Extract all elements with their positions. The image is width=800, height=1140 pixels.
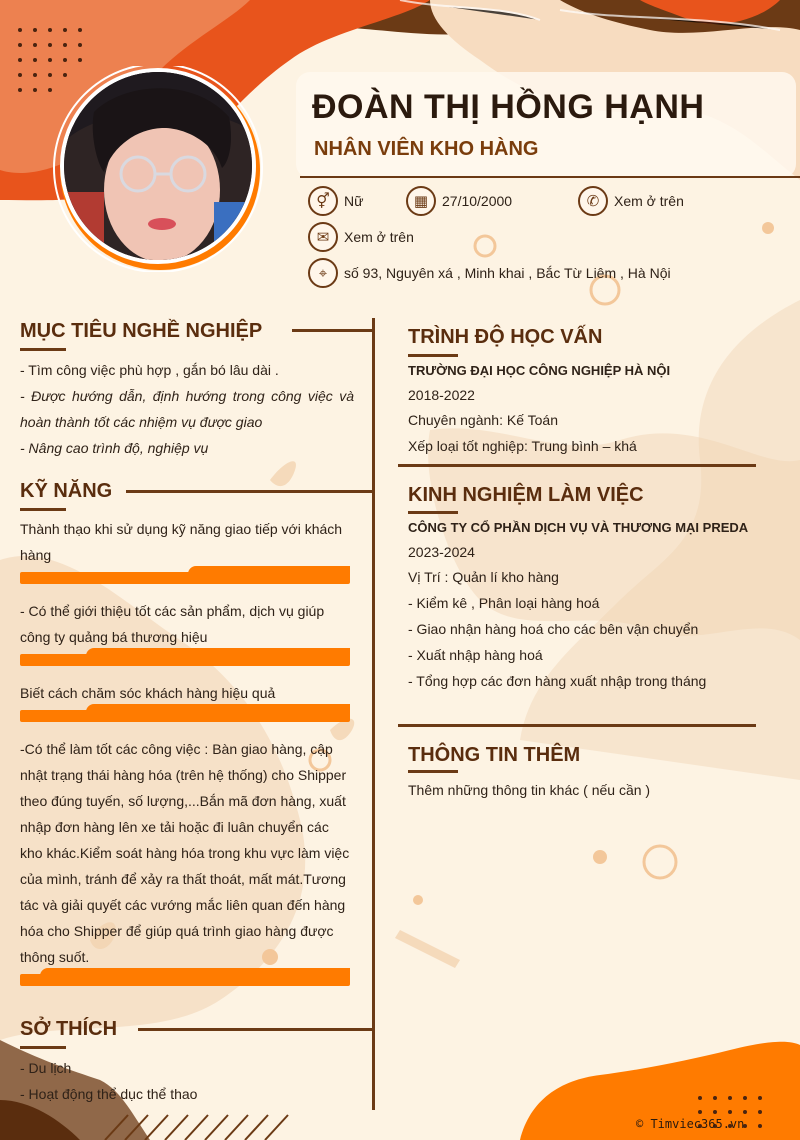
skills-title: KỸ NĂNG bbox=[20, 480, 113, 502]
experience-rule bbox=[398, 724, 756, 727]
hobbies-underline bbox=[20, 1046, 66, 1049]
phone-item bbox=[578, 186, 684, 216]
skill-2-bar bbox=[20, 654, 350, 666]
skill-2-text: - Có thể giới thiệu tốt các sản phẩm, dịch vụ giúp công ty quảng bá thương hiệu bbox=[20, 603, 325, 645]
header-divider bbox=[300, 176, 800, 178]
objective-line-2: - Được hướng dẫn, định hướng trong công việc và hoàn thành tốt các nhiệm vụ được giao bbox=[20, 388, 354, 430]
full-name: ĐOÀN THỊ HỒNG HẠNH bbox=[312, 88, 705, 126]
avatar-photo bbox=[64, 72, 252, 260]
objective-title: MỤC TIÊU NGHỀ NGHIỆP bbox=[20, 320, 263, 342]
education-grade: Xếp loại tốt nghiệp: Trung bình – khá bbox=[408, 438, 637, 454]
objective-rule bbox=[292, 329, 374, 332]
education-rule bbox=[398, 464, 756, 467]
experience-years: 2023-2024 bbox=[408, 544, 475, 560]
skill-4-bar bbox=[20, 974, 350, 986]
email-value: Xem ở trên bbox=[344, 229, 414, 245]
experience-duty-1: - Kiểm kê , Phân loại hàng hoá bbox=[408, 595, 600, 611]
skills-underline bbox=[20, 508, 66, 511]
education-years: 2018-2022 bbox=[408, 387, 475, 403]
skill-3-text: Biết cách chăm sóc khách hàng hiệu quả bbox=[20, 685, 276, 701]
skill-4-text: -Có thể làm tốt các công việc : Bàn giao hàng, cập nhật trạng thái hàng hóa (trên hệ thống) cho Shipper theo đúng tuyến, số lượng,...Bắn mã đơn hàng, xuất nhập đơn hàng lên xe tải hoặc đi luân chuyển các kho khác.Kiểm soát hàng hóa trong khu vực làm việc của mình, tránh để xảy ra thất thoát, mất mát.Tương tác và giải quyết các vướng mắc liên quan đến hàng hóa cho Shipper để giúp quá trình giao hàng được thông suốt. bbox=[20, 741, 350, 965]
experience-duty-4: - Tổng hợp các đơn hàng xuất nhập trong tháng bbox=[408, 673, 707, 689]
email-item bbox=[308, 222, 414, 252]
skill-1-text: Thành thạo khi sử dụng kỹ năng giao tiếp với khách hàng bbox=[20, 521, 343, 563]
job-title: NHÂN VIÊN KHO HÀNG bbox=[314, 138, 539, 160]
hobby-2: - Hoạt động thể dục thể thao bbox=[20, 1086, 198, 1102]
experience-duty-2: - Giao nhận hàng hoá cho các bên vận chuyển bbox=[408, 621, 699, 637]
extra-underline bbox=[408, 770, 458, 773]
column-divider bbox=[372, 318, 375, 1110]
experience-company: CÔNG TY CỔ PHẦN DỊCH VỤ VÀ THƯƠNG MẠI PREDA bbox=[408, 520, 749, 535]
experience-duty-3: - Xuất nhập hàng hoá bbox=[408, 647, 543, 663]
avatar bbox=[60, 68, 256, 264]
copyright: © Timviec365.vn bbox=[636, 1117, 745, 1131]
experience-title: KINH NGHIỆM LÀM VIỆC bbox=[408, 484, 644, 506]
hobby-1: - Du lịch bbox=[20, 1060, 72, 1076]
birthday-item bbox=[406, 186, 512, 216]
gender-icon: ⚥ bbox=[308, 186, 338, 216]
skill-1-bar bbox=[20, 572, 350, 584]
email-icon: ✉ bbox=[308, 222, 338, 252]
phone-value: Xem ở trên bbox=[614, 193, 684, 209]
education-underline bbox=[408, 354, 458, 357]
hobbies-title: SỞ THÍCH bbox=[20, 1018, 118, 1040]
extra-title: THÔNG TIN THÊM bbox=[408, 744, 581, 766]
objective-line-3: - Nâng cao trình độ, nghiệp vụ bbox=[20, 440, 209, 456]
calendar-icon: ▦ bbox=[406, 186, 436, 216]
education-major: Chuyên ngành: Kế Toán bbox=[408, 412, 558, 428]
address-value: số 93, Nguyên xá , Minh khai , Bắc Từ Liêm , Hà Nội bbox=[344, 265, 671, 281]
gender-item bbox=[308, 186, 363, 216]
objective-line-1: - Tìm công việc phù hợp , gắn bó lâu dài . bbox=[20, 362, 279, 378]
education-title: TRÌNH ĐỘ HỌC VẤN bbox=[408, 326, 603, 348]
location-icon: ⌖ bbox=[308, 258, 338, 288]
phone-icon: ✆ bbox=[578, 186, 608, 216]
skill-3-bar bbox=[20, 710, 350, 722]
experience-role: Vị Trí : Quản lí kho hàng bbox=[408, 569, 559, 585]
education-school: TRƯỜNG ĐẠI HỌC CÔNG NGHIỆP HÀ NỘI bbox=[408, 363, 671, 378]
objective-underline bbox=[20, 348, 66, 351]
skills-rule bbox=[126, 490, 374, 493]
experience-underline bbox=[408, 511, 458, 514]
birthday-value: 27/10/2000 bbox=[442, 193, 513, 209]
hobbies-rule bbox=[138, 1028, 374, 1031]
address-item bbox=[308, 258, 671, 288]
gender-value: Nữ bbox=[344, 193, 364, 209]
extra-text: Thêm những thông tin khác ( nếu cần ) bbox=[408, 782, 651, 798]
